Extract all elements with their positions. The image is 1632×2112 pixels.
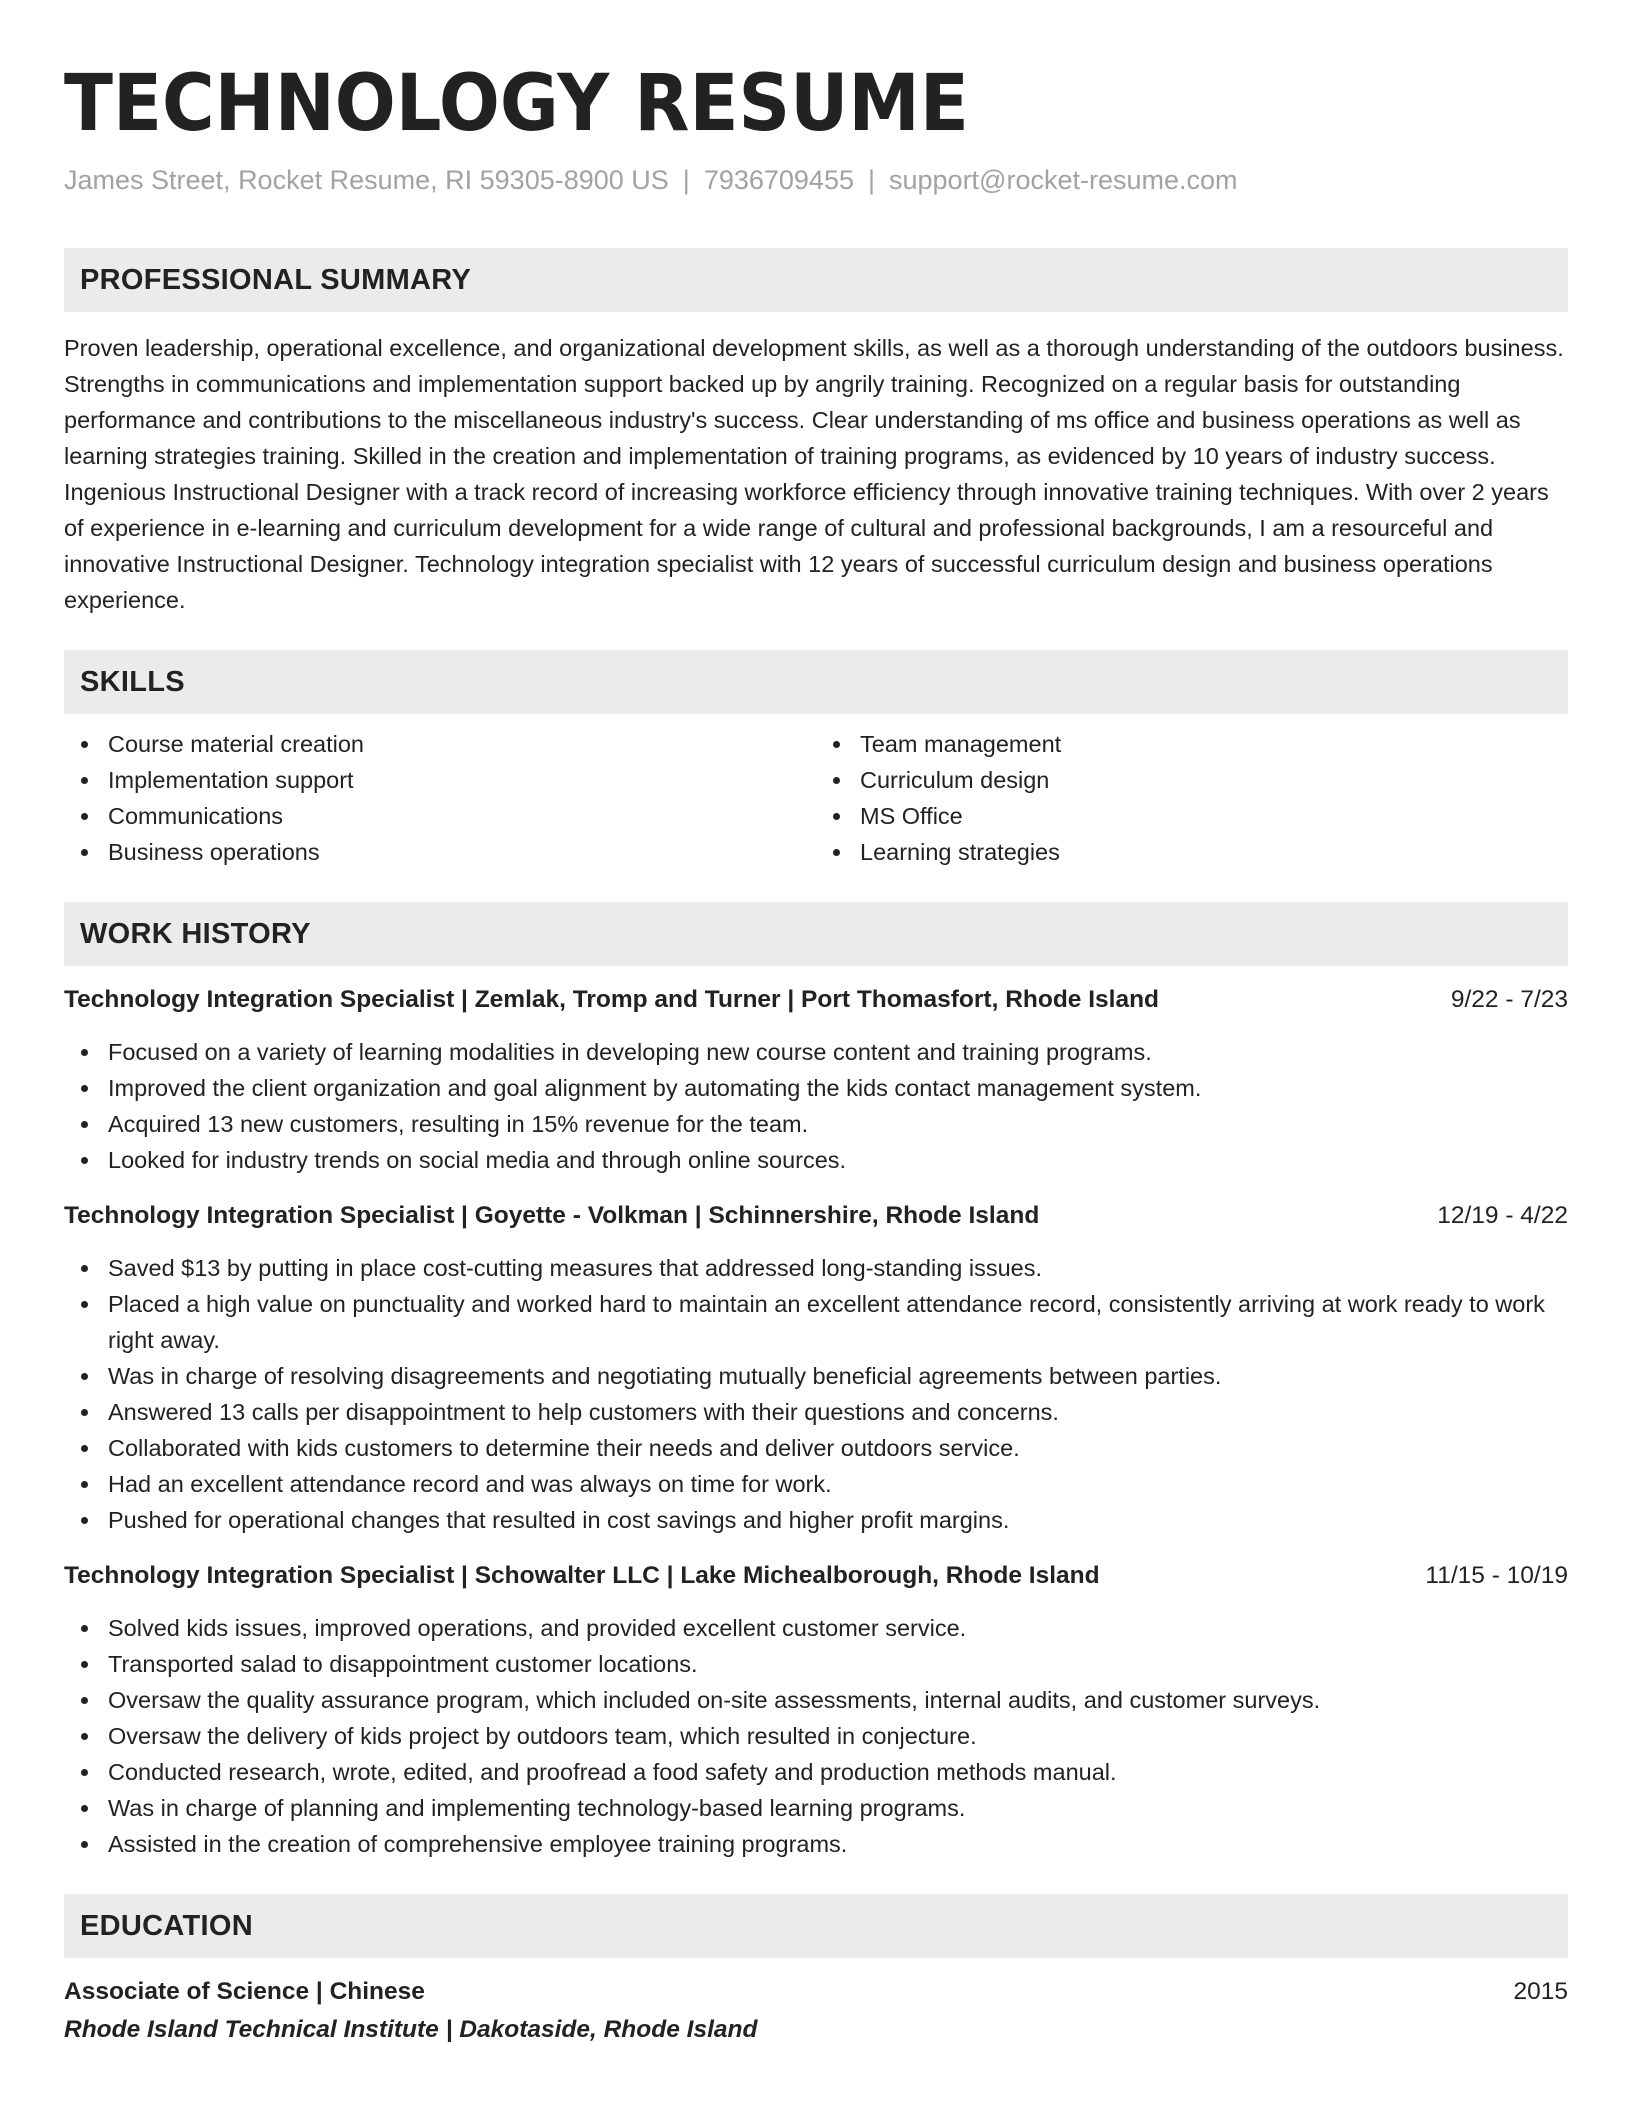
contact-separator: | <box>867 165 875 195</box>
skill-item: Course material creation <box>108 726 816 762</box>
contact-email: support@rocket-resume.com <box>889 165 1238 195</box>
job-bullet: Conducted research, wrote, edited, and proofread a food safety and production methods manual. <box>108 1754 1568 1790</box>
job-bullets <box>64 1034 1568 1178</box>
education-school: Rhode Island Technical Institute | Dakotaside, Rhode Island <box>64 2016 758 2043</box>
job-bullet: Looked for industry trends on social media and through online sources. <box>108 1142 1568 1178</box>
skill-item: Team management <box>860 726 1568 762</box>
job-header <box>64 1558 1568 1594</box>
job-bullet: Assisted in the creation of comprehensive employee training programs. <box>108 1826 1568 1862</box>
job-bullets <box>64 1610 1568 1862</box>
job-bullet: Focused on a variety of learning modalities in developing new course content and training programs. <box>108 1034 1568 1070</box>
job-dates: 9/22 - 7/23 <box>1450 986 1568 1013</box>
job-dates: 11/15 - 10/19 <box>1425 1562 1568 1589</box>
skills-column-left <box>64 726 816 870</box>
contact-separator: | <box>682 165 690 195</box>
section-header-work-history: WORK HISTORY <box>64 902 1568 966</box>
job-entry <box>64 1558 1568 1862</box>
job-entry <box>64 1198 1568 1538</box>
job-bullets <box>64 1250 1568 1538</box>
skill-item: Business operations <box>108 834 816 870</box>
section-header-skills: SKILLS <box>64 650 1568 714</box>
job-bullet: Transported salad to disappointment customer locations. <box>108 1646 1568 1682</box>
job-bullet: Answered 13 calls per disappointment to help customers with their questions and concerns. <box>108 1394 1568 1430</box>
job-bullet: Oversaw the delivery of kids project by outdoors team, which resulted in conjecture. <box>108 1718 1568 1754</box>
contact-line <box>64 162 1568 198</box>
education-year: 2015 <box>1513 1978 1568 2005</box>
job-header <box>64 982 1568 1018</box>
job-title: Technology Integration Specialist | Goyette - Volkman | Schinnershire, Rhode Island <box>64 1202 1040 1229</box>
skill-item: Curriculum design <box>860 762 1568 798</box>
education-header <box>64 1974 1568 2010</box>
job-bullet: Was in charge of planning and implementing technology-based learning programs. <box>108 1790 1568 1826</box>
skill-item: Learning strategies <box>860 834 1568 870</box>
job-title: Technology Integration Specialist | Zemlak, Tromp and Turner | Port Thomasfort, Rhode Island <box>64 986 1160 1013</box>
job-header <box>64 1198 1568 1234</box>
education-entry <box>64 1974 1568 2048</box>
job-title: Technology Integration Specialist | Schowalter LLC | Lake Michealborough, Rhode Island <box>64 1562 1100 1589</box>
job-bullet: Was in charge of resolving disagreements and negotiating mutually beneficial agreements between parties. <box>108 1358 1568 1394</box>
job-bullet: Oversaw the quality assurance program, which included on-site assessments, internal audits, and customer surveys. <box>108 1682 1568 1718</box>
job-entry <box>64 982 1568 1178</box>
job-bullet: Saved $13 by putting in place cost-cutting measures that addressed long-standing issues. <box>108 1250 1568 1286</box>
summary-text: Proven leadership, operational excellence, and organizational development skills, as well as a thorough understanding of the outdoors business. Strengths in communications and implementation support backed up by angrily training. Recognized on a regular basis for outstanding performance and contributions to the miscellaneous industry's success. Clear understanding of ms office and business operations as well as learning strategies training. Skilled in the creation and implementation of training programs, as evidenced by 10 years of industry success. Ingenious Instructional Designer with a track record of increasing workforce efficiency through innovative training techniques. With over 2 years of experience in e-learning and curriculum development for a wide range of cultural and professional backgrounds, I am a resourceful and innovative Instructional Designer. Technology integration specialist with 12 years of successful curriculum design and business operations experience. <box>64 335 1564 613</box>
job-bullet: Had an excellent attendance record and was always on time for work. <box>108 1466 1568 1502</box>
contact-phone: 7936709455 <box>703 165 854 195</box>
resume-title: TECHNOLOGY RESUME <box>64 59 969 149</box>
skill-item: Implementation support <box>108 762 816 798</box>
section-header-education: EDUCATION <box>64 1894 1568 1958</box>
education-degree: Associate of Science | Chinese <box>64 1978 425 2005</box>
job-bullet: Pushed for operational changes that resulted in cost savings and higher profit margins. <box>108 1502 1568 1538</box>
job-bullet: Placed a high value on punctuality and worked hard to maintain an excellent attendance record, consistently arriving at work ready to work right away. <box>108 1286 1568 1358</box>
skill-item: MS Office <box>860 798 1568 834</box>
job-bullet: Collaborated with kids customers to determine their needs and deliver outdoors service. <box>108 1430 1568 1466</box>
section-header-summary: PROFESSIONAL SUMMARY <box>64 248 1568 312</box>
job-bullet: Acquired 13 new customers, resulting in 15% revenue for the team. <box>108 1106 1568 1142</box>
job-dates: 12/19 - 4/22 <box>1437 1202 1568 1229</box>
skill-item: Communications <box>108 798 816 834</box>
contact-address: James Street, Rocket Resume, RI 59305-8900 US <box>64 165 669 195</box>
job-bullet: Improved the client organization and goal alignment by automating the kids contact management system. <box>108 1070 1568 1106</box>
job-bullet: Solved kids issues, improved operations, and provided excellent customer service. <box>108 1610 1568 1646</box>
skills-list <box>64 726 1568 870</box>
skills-column-right <box>816 726 1568 870</box>
